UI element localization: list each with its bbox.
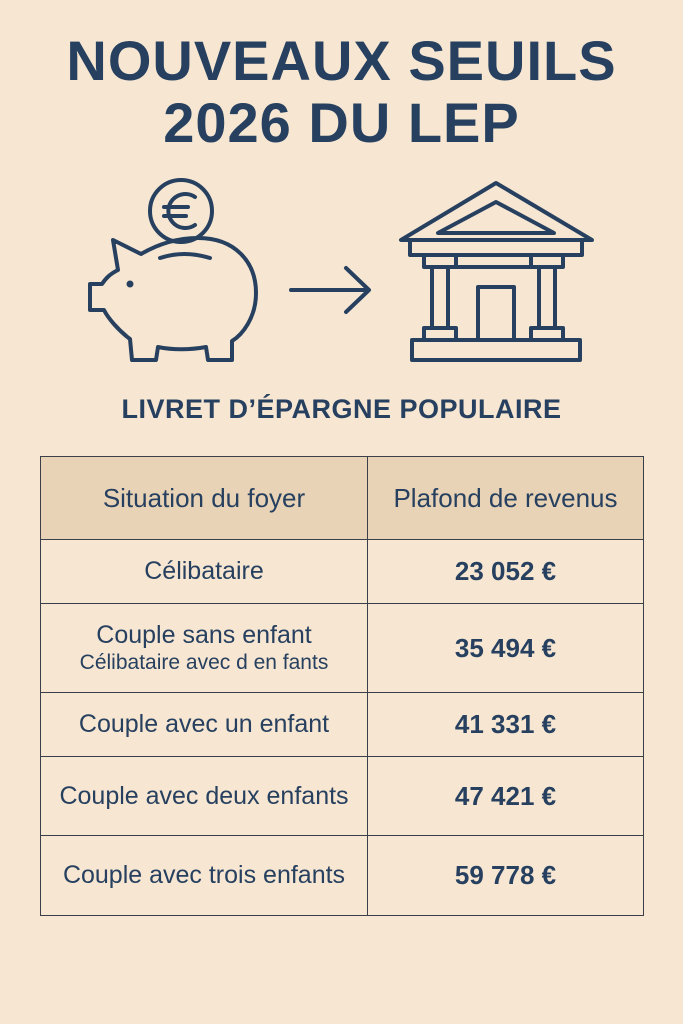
table-header-row [41, 457, 644, 540]
thresholds-table [40, 456, 644, 916]
row-situation: Célibataire [41, 540, 368, 604]
table-row [41, 836, 644, 916]
row-situation: Couple avec deux enfants [41, 757, 368, 836]
row-plafond: 23 052 € [368, 540, 644, 604]
row-plafond: 59 778 € [368, 836, 644, 916]
illustration [0, 170, 683, 370]
subtitle: LIVRET D’ÉPARGNE POPULAIRE [121, 394, 562, 424]
header-situation: Situation du foyer [41, 457, 368, 540]
row-situation: Couple avec trois enfants [41, 836, 368, 916]
table-row [41, 540, 644, 604]
piggy-bank-icon [90, 238, 256, 360]
row-situation [41, 604, 368, 693]
table-row [41, 604, 644, 693]
row-plafond: 41 331 € [368, 693, 644, 757]
euro-coin-icon [150, 180, 212, 242]
page-title [0, 30, 683, 154]
row-plafond: 47 421 € [368, 757, 644, 836]
header-plafond: Plafond de revenus [368, 457, 644, 540]
title-line-1: NOUVEAUX SEUILS [66, 29, 617, 92]
arrow-right-icon [291, 268, 369, 312]
table-row [41, 693, 644, 757]
bank-building-icon [401, 183, 592, 360]
title-line-2: 2026 DU LEP [163, 91, 520, 154]
row-situation: Couple avec un enfant [41, 693, 368, 757]
table-row [41, 757, 644, 836]
row-situation-sub: Célibataire avec d en fants [79, 651, 329, 674]
row-situation-main: Couple sans enfant [96, 621, 312, 649]
row-plafond: 35 494 € [368, 604, 644, 693]
